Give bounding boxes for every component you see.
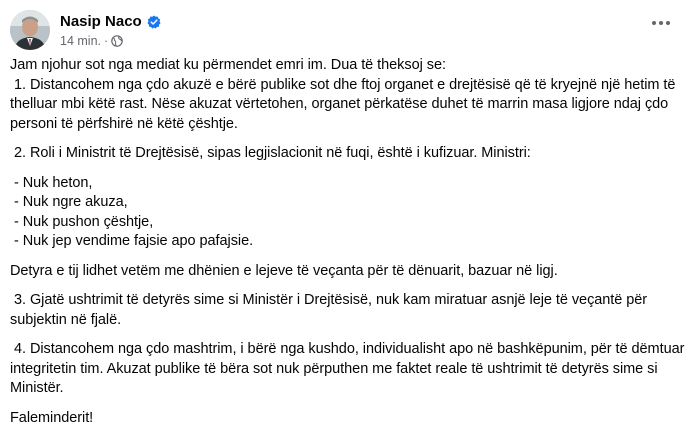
post-closing: Faleminderit! [10, 409, 94, 426]
post-timestamp[interactable]: 14 min. [60, 34, 101, 48]
author-name[interactable]: Nasip Naco [60, 13, 142, 30]
author-avatar[interactable] [10, 10, 50, 50]
list-item: - Nuk jep vendime fajsie apo pafajsie. [10, 233, 254, 249]
post-point-2: 2. Roli i Ministrit të Drejtësisë, sipas legjislacionit në fuqi, është i kufizuar. Ministri: [10, 145, 531, 161]
post-meta [60, 12, 161, 48]
post-intro: Jam njohur sot nga mediat ku përmendet emri im. Dua të theksoj se: [10, 57, 446, 73]
more-options-icon[interactable] [649, 14, 673, 32]
post-paragraph-duty: Detyra e tij lidhet vetëm me dhënien e lejeve të veçanta për të dënuarit, bazuar në ligj. [10, 262, 558, 279]
verified-badge-icon [147, 15, 161, 29]
post-body [10, 56, 688, 428]
author-row [60, 12, 161, 31]
globe-icon[interactable] [111, 35, 123, 47]
list-item: - Nuk ngre akuza, [10, 194, 128, 210]
list-item: - Nuk heton, [10, 174, 93, 191]
separator-dot: · [104, 34, 109, 48]
list-item: - Nuk pushon çështje, [10, 213, 154, 230]
post-point-1: 1. Distancohem nga çdo akuzë e bërë publike sot dhe ftoj organet e drejtësisë që të kryejnë një hetim të thelluar mbi këtë rast. Nëse akuzat vërtetohen, organet përkatëse duhet të marrin masa ligjore ndaj çdo personi të përfshirë në këtë çështje. [10, 76, 680, 132]
post-header [10, 8, 161, 52]
post-point-3: 3. Gjatë ushtrimit të detyrës sime si Ministër i Drejtësisë, nuk kam miratuar asnjë leje të veçantë për subjektin në fjalë. [10, 292, 652, 328]
time-row [60, 34, 161, 48]
post-point-4: 4. Distancohem nga çdo mashtrim, i bërë nga kushdo, individualisht apo në bashkëpunim, për të dëmtuar integritetin tim. Akuzat publike të bëra sot nuk përputhen me faktet reale të ushtrimit të detyrës sime si Ministër. [10, 341, 689, 396]
